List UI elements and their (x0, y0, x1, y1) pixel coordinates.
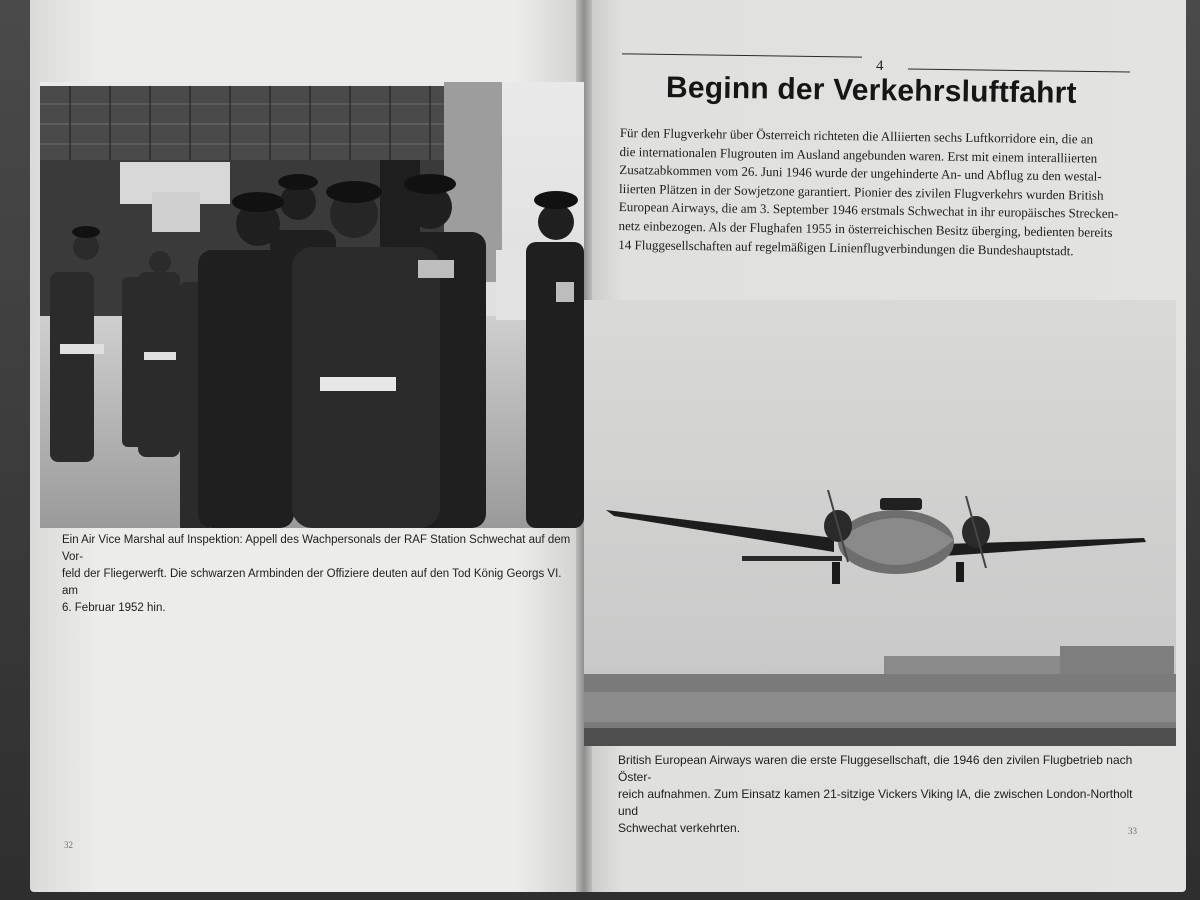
caption-line: Ein Air Vice Marshal auf Inspektion: Appell des Wachpersonals der RAF Station Schwechat auf dem Vor- (62, 534, 571, 563)
vickers-viking-photo (584, 300, 1176, 746)
body-line: European Airways, die am 3. September 1946 erstmals Schwechat in ihr europäisches Strecken- (618, 199, 1119, 222)
caption-line: 6. Februar 1952 hin. (62, 602, 166, 614)
body-line: Zusatzabkommen vom 26. Juni 1946 wurde der ungehinderte An- und Abflug zu den westal- (619, 162, 1102, 184)
body-line: die internationalen Flugrouten im Ausland angebunden waren. Erst mit einem interalliierten (619, 143, 1098, 166)
caption-line: British European Airways waren die erste Fluggesellschaft, die 1946 den zivilen Flugbetrieb nach Öster- (618, 753, 1133, 784)
body-line: 14 Fluggesellschaften auf regelmäßigen Linienflugverbindungen die Bundeshauptstadt. (618, 236, 1074, 258)
body-line: liierten Plätzen in der Sowjetzone garantiert. Pionier des zivilen Flugverkehrs wurden British (618, 180, 1104, 203)
body-line: Für den Flugverkehr über Österreich richteten die Alliierten sechs Luftkorridore ein, die an (619, 124, 1094, 147)
page-number-right: 33 (1128, 826, 1137, 836)
chapter-title: Beginn der Verkehrsluftfahrt (665, 71, 1077, 110)
right-photo-caption (618, 752, 1148, 837)
caption-line: feld der Fliegerwerft. Die schwarzen Armbinden der Offiziere deuten auf den Tod König Georgs VI. am (62, 568, 562, 597)
chapter-body-text (618, 124, 1140, 261)
raf-inspection-photo (40, 82, 584, 528)
caption-line: Schwechat verkehrten. (618, 821, 741, 835)
page-number-left: 32 (64, 840, 73, 850)
chapter-number: 4 (876, 58, 884, 74)
left-photo-caption (62, 532, 578, 617)
caption-line: reich aufnahmen. Zum Einsatz kamen 21-sitzige Vickers Viking IA, die zwischen London-Northolt und (618, 787, 1133, 818)
body-line: netz einbezogen. Als der Flughafen 1955 in österreichischen Besitz überging, bedienten bereits (618, 217, 1113, 240)
